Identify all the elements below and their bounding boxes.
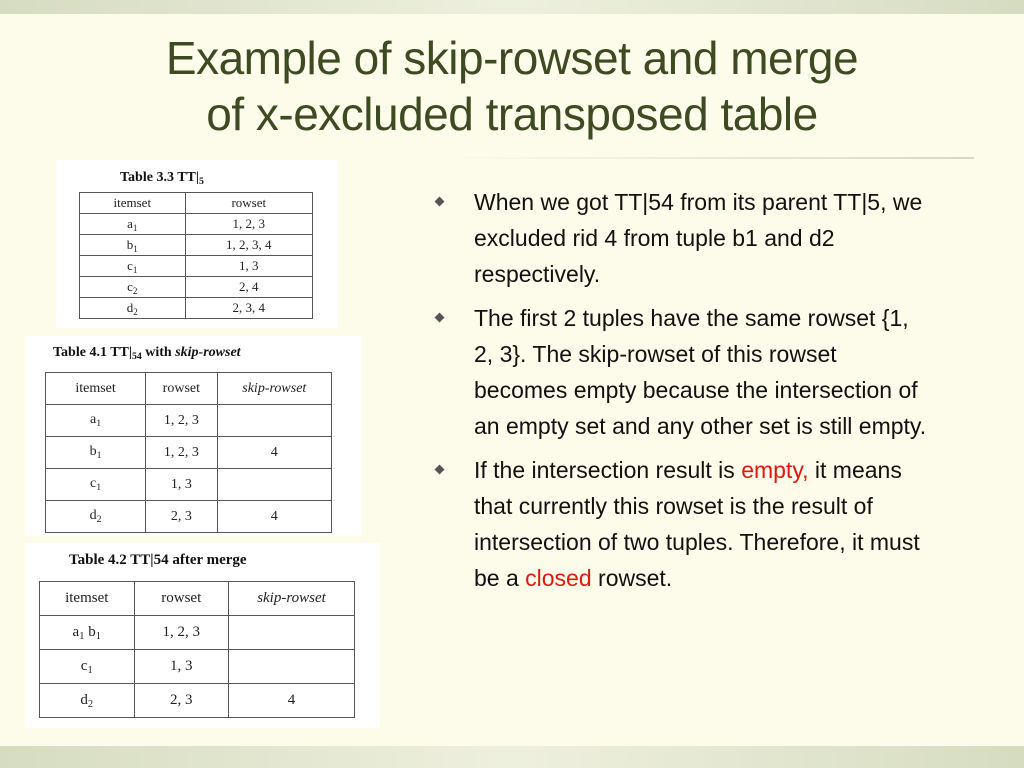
itemset-cell: $c_1$ xyxy=(46,469,146,501)
itemset-cell: $d_2$ xyxy=(80,298,186,319)
table-4-2 xyxy=(39,581,355,718)
bullet-item xyxy=(432,184,932,292)
column-header: itemset xyxy=(46,373,146,405)
table-row xyxy=(40,650,355,684)
skip-rowset-cell: 4 xyxy=(229,684,355,718)
rowset-cell: 2, 3, 4 xyxy=(185,298,312,319)
table-3-3-image xyxy=(56,160,338,328)
table-4-1-image xyxy=(25,336,362,536)
diamond-bullet-icon xyxy=(435,197,445,207)
rowset-cell: 1, 3 xyxy=(185,256,312,277)
itemset-cell: $b_1$ xyxy=(80,235,186,256)
skip-rowset-cell xyxy=(229,616,355,650)
itemset-cell: $b_1$ xyxy=(46,437,146,469)
skip-rowset-cell xyxy=(229,650,355,684)
title-divider xyxy=(440,157,974,159)
itemset-cell: $a_1$ xyxy=(46,405,146,437)
rowset-cell: 2, 3 xyxy=(146,501,218,533)
skip-rowset-cell: 4 xyxy=(217,437,331,469)
rowset-cell: 2, 3 xyxy=(134,684,229,718)
skip-rowset-cell xyxy=(217,469,331,501)
column-header: itemset xyxy=(40,582,135,616)
itemset-cell: $a_1$ xyxy=(80,214,186,235)
itemset-cell: $c_2$ xyxy=(80,277,186,298)
top-decor-band xyxy=(0,0,1024,14)
table-caption: Table 4.1 $TT|_{54}$ with skip-rowset xyxy=(53,345,241,362)
column-header: skip-rowset xyxy=(229,582,355,616)
table-row xyxy=(46,469,332,501)
table-row xyxy=(46,501,332,533)
table-row xyxy=(40,616,355,650)
column-header: itemset xyxy=(80,193,186,214)
rowset-cell: 1, 2, 3, 4 xyxy=(185,235,312,256)
table-caption: Table 4.2 TT|54 after merge xyxy=(69,552,247,568)
rowset-cell: 1, 2, 3 xyxy=(146,405,218,437)
table-header-row xyxy=(80,193,313,214)
table-row xyxy=(46,437,332,469)
rowset-cell: 1, 3 xyxy=(134,650,229,684)
table-row xyxy=(40,684,355,718)
bullet-item xyxy=(432,300,932,444)
table-4-2-image xyxy=(25,543,380,728)
table-header-row xyxy=(40,582,355,616)
title-line-2: of x-excluded transposed table xyxy=(206,88,818,140)
column-header: rowset xyxy=(185,193,312,214)
skip-rowset-cell xyxy=(217,405,331,437)
table-caption: Table 3.3 $TT|_5$ xyxy=(120,170,204,187)
rowset-cell: 1, 2, 3 xyxy=(134,616,229,650)
table-row xyxy=(80,256,313,277)
table-3-3 xyxy=(79,192,313,319)
highlight-empty: empty, xyxy=(741,457,809,483)
rowset-cell: 2, 4 xyxy=(185,277,312,298)
title-line-1: Example of skip-rowset and merge xyxy=(165,32,859,84)
table-header-row xyxy=(46,373,332,405)
itemset-cell: $d_2$ xyxy=(46,501,146,533)
rowset-cell: 1, 3 xyxy=(146,469,218,501)
rowset-cell: 1, 2, 3 xyxy=(185,214,312,235)
bottom-decor-band xyxy=(0,746,1024,768)
rowset-cell: 1, 2, 3 xyxy=(146,437,218,469)
diamond-bullet-icon xyxy=(435,465,445,475)
column-header: rowset xyxy=(146,373,218,405)
column-header: rowset xyxy=(134,582,229,616)
bullet-item xyxy=(432,452,932,596)
column-header: skip-rowset xyxy=(217,373,331,405)
slide-title xyxy=(30,30,994,142)
table-row xyxy=(80,214,313,235)
table-4-1 xyxy=(45,372,332,533)
bullet-text: If the intersection result is empty, it means that currently this rowset is the result of intersection of two tuples. Therefore, it must be a closed rowset. xyxy=(474,457,920,591)
table-row xyxy=(80,235,313,256)
table-row xyxy=(46,405,332,437)
highlight-closed: closed xyxy=(525,565,592,591)
bullet-text: The first 2 tuples have the same rowset {1, 2, 3}. The skip-rowset of this rowset becomes empty because the intersection of an empty set and any other set is still empty. xyxy=(474,305,927,439)
table-row xyxy=(80,277,313,298)
itemset-cell: $c_1$ xyxy=(40,650,135,684)
bullet-list xyxy=(432,184,932,604)
itemset-cell: $d_2$ xyxy=(40,684,135,718)
skip-rowset-cell: 4 xyxy=(217,501,331,533)
itemset-cell: $c_1$ xyxy=(80,256,186,277)
itemset-cell: $a_1$ $b_1$ xyxy=(40,616,135,650)
table-row xyxy=(80,298,313,319)
bullet-text: When we got TT|54 from its parent TT|5, we excluded rid 4 from tuple b1 and d2 respectively. xyxy=(474,189,923,287)
diamond-bullet-icon xyxy=(435,313,445,323)
